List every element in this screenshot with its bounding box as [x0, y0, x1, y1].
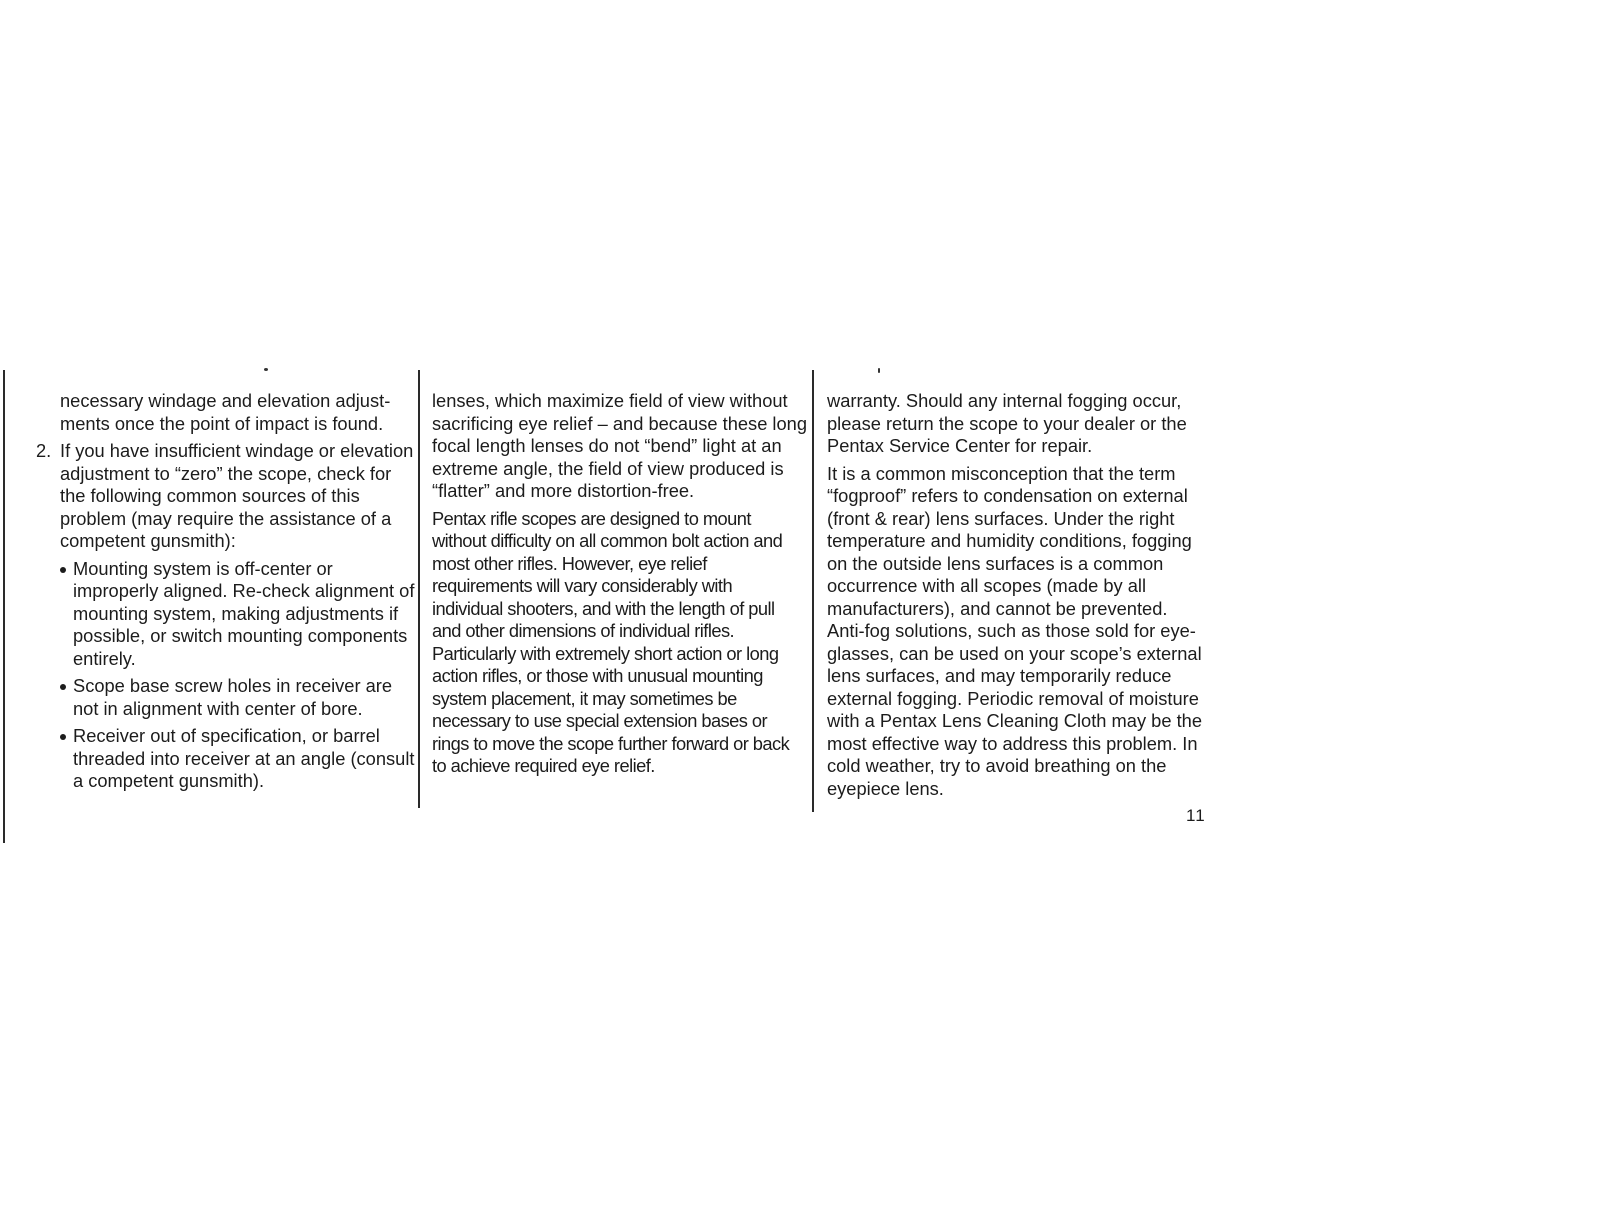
item-number: 2.	[36, 440, 52, 461]
bullet-item	[60, 675, 415, 720]
column-2-paragraph-2: Pentax rifle scopes are designed to mount without difficulty on all common bolt action and most other rifles. However, eye relief requirements will vary considerably with individual shooters, and with the length of pull and other dimensions of individual rifles. Particularly with extremely short action or long action rifles, or those with unusual mounting system placement, it may sometimes be necessary to use special extension bases or rings to move the scope further forward or back to achieve required eye relief.	[432, 507, 790, 776]
column-divider-2	[812, 370, 814, 812]
text-column-1	[36, 390, 415, 798]
text-column-3	[827, 390, 1202, 805]
text-column-2	[432, 390, 807, 783]
bullet-dot-icon	[60, 684, 66, 690]
column-divider-1	[418, 370, 420, 808]
column-1-intro-paragraph: necessary windage and elevation adjust-ments once the point of impact is found.	[60, 390, 391, 434]
scan-speck	[878, 368, 880, 373]
left-margin-rule	[3, 370, 5, 843]
bullet-text: Receiver out of specification, or barrel threaded into receiver at an angle (consult a competent gunsmith).	[73, 725, 415, 791]
page-number: 11	[1186, 806, 1206, 825]
bullet-list	[60, 558, 415, 793]
numbered-item-2	[36, 440, 415, 553]
bullet-dot-icon	[60, 567, 66, 573]
scan-speck	[264, 368, 268, 371]
bullet-text: Mounting system is off-center or improperly aligned. Re-check alignment of mounting system, making adjustments if possible, or switch mounting components entirely.	[73, 557, 415, 669]
bullet-text: Scope base screw holes in receiver are not in alignment with center of bore.	[73, 675, 393, 719]
bullet-item	[60, 558, 415, 671]
bullet-item	[60, 725, 415, 793]
item-2-text: If you have insufficient windage or elevation adjustment to “zero” the scope, check for the following common sources of this problem (may require the assistance of a competent gunsmith):	[60, 440, 414, 551]
bullet-dot-icon	[60, 734, 66, 740]
column-3-paragraph-1: warranty. Should any internal fogging occur, please return the scope to your dealer or the Pentax Service Center for repair.	[827, 390, 1187, 456]
column-3-paragraph-2: It is a common misconception that the term “fogproof” refers to condensation on external (front & rear) lens surfaces. Under the right temperature and humidity conditions, fogging on the outside lens surfaces is a common occurrence with all scopes (made by all manufacturers), and cannot be prevented. Anti-fog solutions, such as those sold for eye-glasses, can be used on your scope’s external lens surfaces, and may temporarily reduce external fogging. Periodic removal of moisture with a Pentax Lens Cleaning Cloth may be the most effective way to address this problem. In cold weather, try to avoid breathing on the eyepiece lens.	[827, 462, 1202, 799]
column-2-paragraph-1: lenses, which maximize field of view without sacrificing eye relief – and because these long focal length lenses do not “bend” light at an extreme angle, the field of view produced is “flatter” and more distortion-free.	[432, 390, 807, 501]
